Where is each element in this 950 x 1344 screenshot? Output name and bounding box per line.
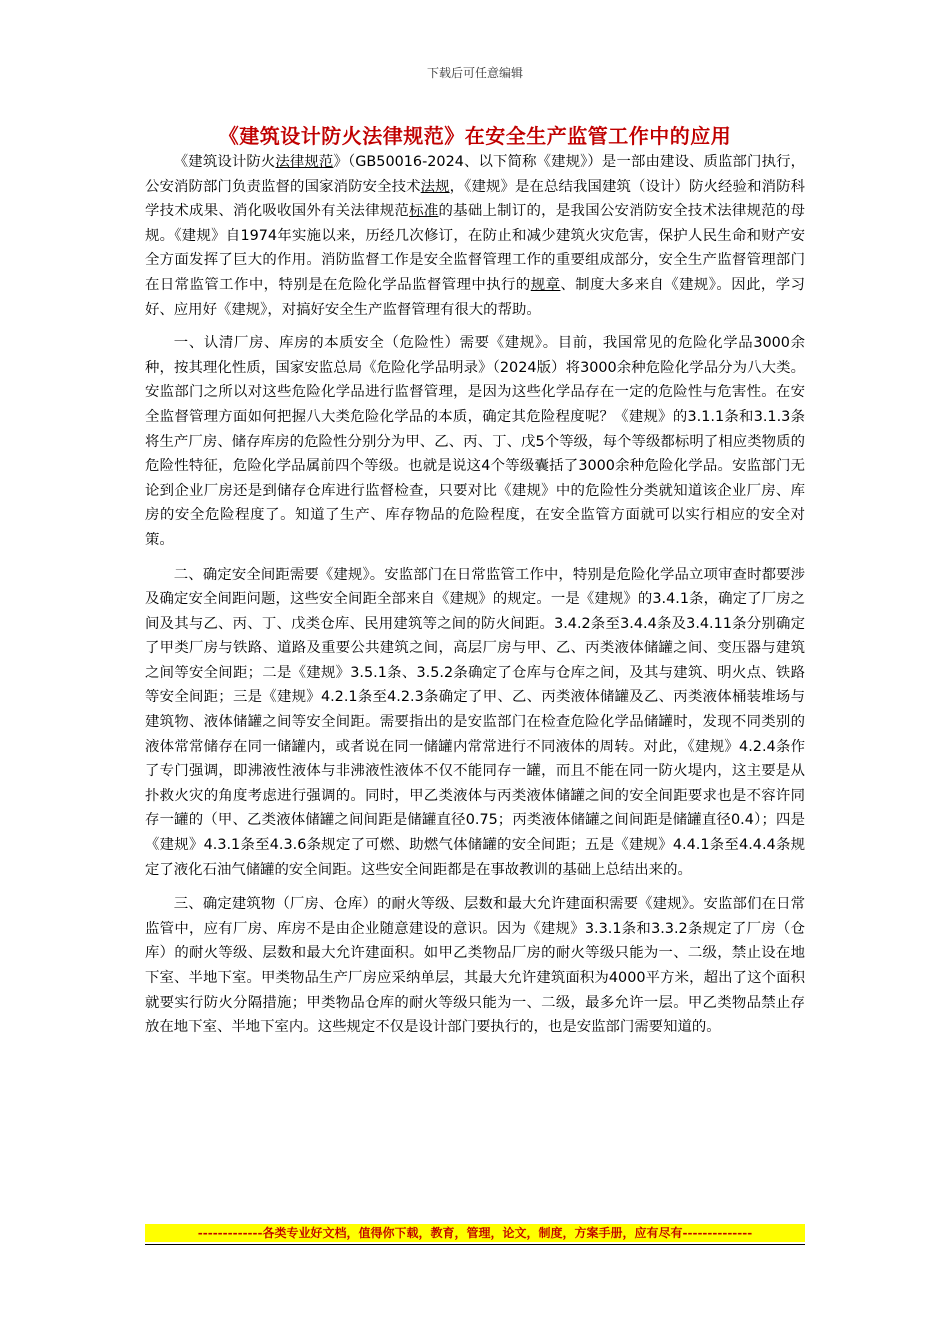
intro-paragraph xyxy=(145,150,805,322)
intro-text: ，《建规》是在总结我国建筑（设计）防火经验和消防科学技术成果、消化吸收国外有关法律规范 xyxy=(145,178,805,220)
article-body xyxy=(145,150,805,1050)
section-3-paragraph: 三、确定建筑物（厂房、仓库）的耐火等级、层数和最大允许建面积需要《建规》。安监部们在日常监管中，应有厂房、库房不是由企业随意建设的意识。因为《建规》3.3.1条和3.3.2条规定了厂房（仓库）的耐火等级、层数和最大允许建面积。如甲乙类物品厂房的耐火等级只能为一、二级，禁止设在地下室、半地下室。甲类物品生产厂房应采纳单层，其最大允许建筑面积为4000平方米，超出了这个面积就要实行防火分隔措施；甲类物品仓库的耐火等级只能为一、二级，最多允许一层。甲乙类物品禁止存放在地下室、半地下室内。这些规定不仅是设计部门要执行的，也是安监部门需要知道的。 xyxy=(145,896,805,1036)
intro-text: 》（GB50016-2024、以下简称《建规》）是一部由建设、质监部门执行，公安消防部门负责监督的国家消防安全技术 xyxy=(145,154,805,195)
intro-link[interactable]: 法规 xyxy=(420,178,450,195)
intro-text: 的基础上制订的，是我国公安消防安全技术法律规范的母规。《建规》自1974年实施以来，历经几次修订，在防止和减少建筑火灾危害，保护人民生命和财产安全方面发挥了巨大的作用。消防监督工作是安全监督管理工作的重要组成部分，安全生产监督管理部门在日常监管工作中，特别是在危险化学品监督管理中执行的 xyxy=(145,203,805,293)
article-title: 《建筑设计防火法律规范》在安全生产监管工作中的应用 xyxy=(218,124,732,148)
intro-link[interactable]: 法律规范 xyxy=(275,154,334,170)
intro-text: 、制度大多来自《建规》。因此，学习好、应用好《建规》，对搞好安全生产监督管理有很大的帮助。 xyxy=(145,276,805,318)
intro-link[interactable]: 规章 xyxy=(530,276,561,293)
footer-divider xyxy=(145,1244,805,1245)
section-1-paragraph: 一、认清厂房、库房的本质安全（危险性）需要《建规》。目前，我国常见的危险化学品3000余种，按其理化性质，国家安监总局《危险化学品明录》（2024版）将3000余种危险化学品分为八大类。安监部门之所以对这些危险化学品进行监督管理，是因为这些化学品存在一定的危险性与危害性。在安全监督管理方面如何把握八大类危险化学品的本质，确定其危险程度呢？《建规》的3.1.1条和3.1.3条将生产厂房、储存库房的危险性分别分为甲、乙、丙、丁、戊5个等级，每个等级都标明了相应类物质的危险性特征，危险化学品属前四个等级。也就是说这4个等级囊括了3000余种危险化学品。安监部门无论到企业厂房还是到储存仓库进行监督检查，只要对比《建规》中的危险性分类就知道该企业厂房、库房的安全危险程度了。知道了生产、库存物品的危险程度，在安全监管方面就可以实行相应的安全对策。 xyxy=(145,335,805,548)
header-note: 下载后可任意编辑 xyxy=(426,66,523,80)
footer-banner: -------------各类专业好文档，值得你下载，教育，管理，论文，制度，方案手册，应有尽有-------------- xyxy=(145,1224,805,1242)
intro-link[interactable]: 标准 xyxy=(409,203,439,220)
section-2-paragraph: 二、确定安全间距需要《建规》。安监部门在日常监管工作中，特别是危险化学品立项审查时都要涉及确定安全间距问题，这些安全间距全部来自《建规》的规定。一是《建规》的3.4.1条，确定了厂房之间及其与乙、丙、丁、戊类仓库、民用建筑等之间的防火间距。3.4.2条至3.4.4条及3.4.11条分别确定了甲类厂房与铁路、道路及重要公共建筑之间，高层厂房与甲、乙、丙类液体储罐之间、变压器与建筑之间等安全间距；二是《建规》3.5.1条、3.5.2条确定了仓库与仓库之间，及其与建筑、明火点、铁路等安全间距；三是《建规》4.2.1条至4.2.3条确定了甲、乙、丙类液体储罐及乙、丙类液体桶装堆场与建筑物、液体储罐之间等安全间距。需要指出的是安监部门在检查危险化学品储罐时，发现不同类别的液体常常储存在同一储罐内，或者说在同一储罐内常常进行不同液体的周转。对此，《建规》4.2.4条作了专门强调，即沸液性液体与非沸液性液体不仅不能同存一罐，而且不能在同一防火堤内，这主要是从扑救火灾的角度考虑进行强调的。同时，甲乙类液体与丙类液体储罐之间的安全间距要求也是不容许同存一罐的（甲、乙类液体储罐之间间距是储罐直径0.75；丙类液体储罐之间间距是储罐直径0.4）；四是《建规》4.3.1条至4.3.6条规定了可燃、助燃气体储罐的安全间距；五是《建规》4.4.1条至4.4.4条规定了液化石油气储罐的安全间距。这些安全间距都是在事故教训的基础上总结出来的。 xyxy=(145,566,805,878)
intro-text: 《建筑设计防火 xyxy=(173,154,276,170)
